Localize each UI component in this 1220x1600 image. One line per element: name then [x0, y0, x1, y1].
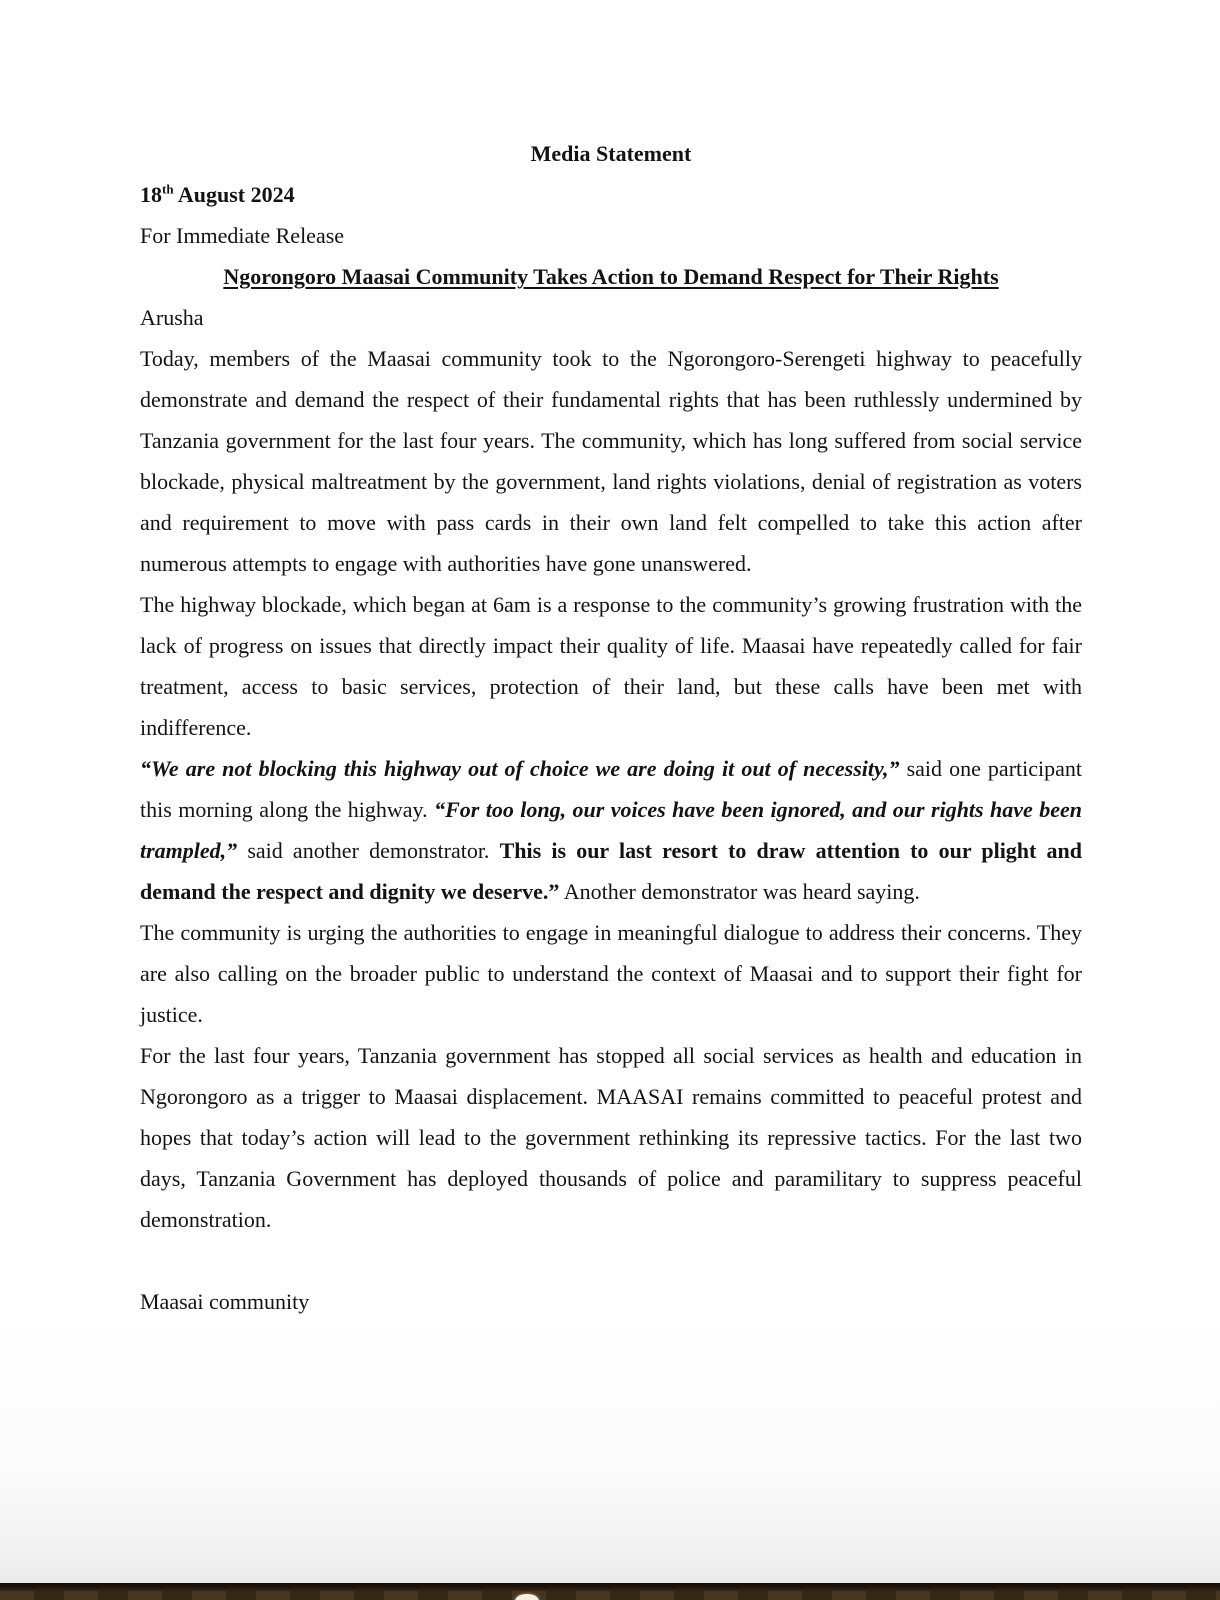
document-title: Media Statement: [530, 141, 692, 166]
body-paragraph-1: Today, members of the Maasai community took to the Ngorongoro-Serengeti highway to peacefully demonstrate and demand the respect of their fundamental rights that has been ruthlessly undermined by Tanzania government for the last four years. The community, which has long suffered from social service blockade, physical maltreatment by the government, land rights violations, denial of registration as voters and requirement to move with pass cards in their own land felt compelled to take this action after numerous attempts to engage with authorities have gone unanswered.: [140, 346, 1082, 576]
date-ordinal: th: [162, 181, 174, 197]
narration-run-2: said another demonstrator.: [237, 838, 500, 863]
date-line: [140, 174, 1082, 215]
narration-run-1: said one participant this morning along the highway.: [140, 756, 1082, 822]
quote-run-2: “For too long, our voices have been ignored, and our rights have been trampled,”: [140, 797, 1082, 863]
release-line: For Immediate Release: [140, 223, 345, 248]
headline: Ngorongoro Maasai Community Takes Action to Demand Respect for Their Rights: [223, 264, 999, 289]
quote-run-1: “We are not blocking this highway out of choice we are doing it out of necessity,”: [140, 756, 900, 781]
dateline-location: Arusha: [140, 305, 204, 330]
narration-run-3: Another demonstrator was heard saying.: [559, 879, 920, 904]
signature: Maasai community: [140, 1289, 310, 1314]
body-paragraph-3: [140, 748, 1082, 912]
date-day: 18: [140, 182, 162, 207]
viewer-bottom-bar: [0, 1583, 1220, 1600]
date-rest: August 2024: [173, 182, 295, 207]
bottom-bar-texture: [0, 1591, 1220, 1600]
body-paragraph-2: The highway blockade, which began at 6am is a response to the community’s growing frustration with the lack of progress on issues that directly impact their quality of life. Maasai have repeatedly called for fair treatment, access to basic services, protection of their land, but these calls have been met with indifference.: [140, 592, 1082, 740]
quote-run-3: This is our last resort to draw attention to our plight and demand the respect and dignity we deserve.”: [140, 838, 1083, 904]
body-paragraph-5: For the last four years, Tanzania government has stopped all social services as health and education in Ngorongoro as a trigger to Maasai displacement. MAASAI remains committed to peaceful protest and hopes that today’s action will lead to the government rethinking its repressive tactics. For the last two days, Tanzania Government has deployed thousands of police and paramilitary to suppress peaceful demonstration.: [140, 1043, 1082, 1232]
body-paragraph-4: The community is urging the authorities to engage in meaningful dialogue to address their concerns. They are also calling on the broader public to understand the context of Maasai and to support their fight for justice.: [140, 920, 1082, 1027]
